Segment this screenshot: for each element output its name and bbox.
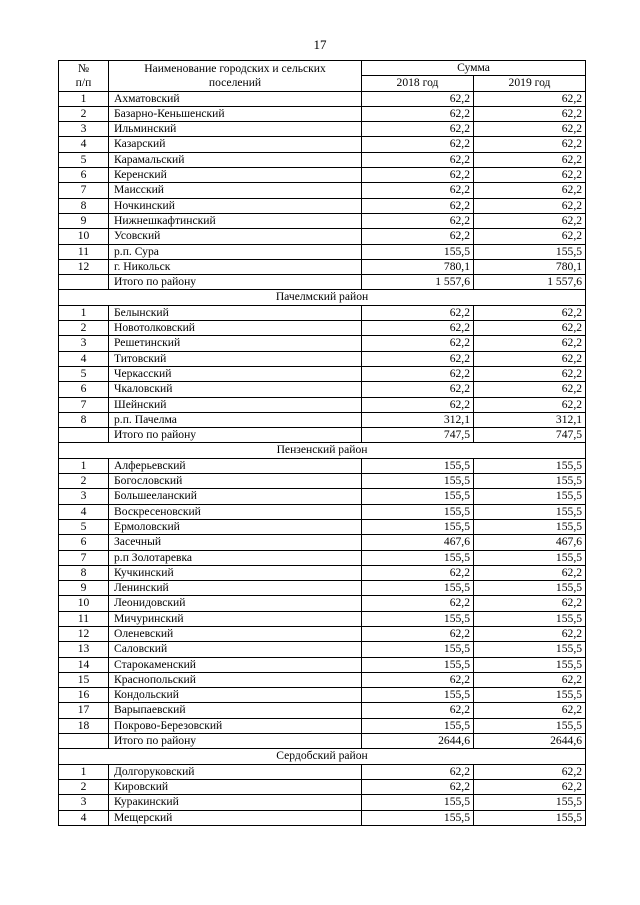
amount-2018: 62,2 bbox=[362, 779, 474, 794]
settlement-name: Саловский bbox=[109, 642, 362, 657]
amount-2019: 155,5 bbox=[474, 810, 586, 825]
row-number: 9 bbox=[59, 581, 109, 596]
settlement-name: Кировский bbox=[109, 779, 362, 794]
settlement-name: Новотолковский bbox=[109, 321, 362, 336]
row-number: 4 bbox=[59, 810, 109, 825]
total-label: Итого по району bbox=[109, 428, 362, 443]
settlement-name: Керенский bbox=[109, 168, 362, 183]
amount-2018: 155,5 bbox=[362, 244, 474, 259]
amount-2018: 62,2 bbox=[362, 336, 474, 351]
table-row bbox=[59, 458, 586, 473]
table-header bbox=[59, 61, 586, 92]
amount-2018: 155,5 bbox=[362, 550, 474, 565]
amount-2019: 62,2 bbox=[474, 626, 586, 641]
total-row bbox=[59, 734, 586, 749]
row-number: 16 bbox=[59, 688, 109, 703]
row-number: 13 bbox=[59, 642, 109, 657]
amount-2019: 155,5 bbox=[474, 458, 586, 473]
settlement-name: Богословский bbox=[109, 474, 362, 489]
total-2019: 1 557,6 bbox=[474, 275, 586, 290]
row-number: 5 bbox=[59, 366, 109, 381]
settlement-name: Ночкинский bbox=[109, 198, 362, 213]
row-number: 4 bbox=[59, 137, 109, 152]
row-number: 3 bbox=[59, 489, 109, 504]
amount-2019: 62,2 bbox=[474, 321, 586, 336]
settlement-name: Покрово-Березовский bbox=[109, 718, 362, 733]
settlement-name: Ильминский bbox=[109, 122, 362, 137]
row-number: 7 bbox=[59, 397, 109, 412]
header-sum: Сумма bbox=[362, 61, 586, 76]
settlement-name: Краснопольский bbox=[109, 672, 362, 687]
amount-2018: 62,2 bbox=[362, 137, 474, 152]
amount-2018: 312,1 bbox=[362, 412, 474, 427]
row-number: 12 bbox=[59, 626, 109, 641]
table-row bbox=[59, 259, 586, 274]
amount-2018: 62,2 bbox=[362, 397, 474, 412]
header-year-2019: 2019 год bbox=[474, 76, 586, 91]
row-number: 1 bbox=[59, 458, 109, 473]
settlement-name: Белынский bbox=[109, 305, 362, 320]
settlement-name: р.п. Сура bbox=[109, 244, 362, 259]
row-number: 1 bbox=[59, 305, 109, 320]
section-title: Пачелмский район bbox=[59, 290, 586, 305]
settlement-name: Куракинский bbox=[109, 795, 362, 810]
settlement-name: г. Никольск bbox=[109, 259, 362, 274]
settlement-name: Решетинский bbox=[109, 336, 362, 351]
row-number: 4 bbox=[59, 351, 109, 366]
amount-2019: 62,2 bbox=[474, 336, 586, 351]
amount-2019: 155,5 bbox=[474, 504, 586, 519]
amount-2019: 62,2 bbox=[474, 779, 586, 794]
amount-2019: 62,2 bbox=[474, 168, 586, 183]
table-row bbox=[59, 596, 586, 611]
table-row bbox=[59, 397, 586, 412]
amount-2018: 467,6 bbox=[362, 535, 474, 550]
amount-2019: 155,5 bbox=[474, 688, 586, 703]
row-number: 2 bbox=[59, 474, 109, 489]
amount-2019: 155,5 bbox=[474, 519, 586, 534]
settlement-name: Алферьевский bbox=[109, 458, 362, 473]
amount-2019: 62,2 bbox=[474, 397, 586, 412]
settlement-name: Леонидовский bbox=[109, 596, 362, 611]
settlement-name: Базарно-Кеньшенский bbox=[109, 106, 362, 121]
amount-2018: 62,2 bbox=[362, 565, 474, 580]
amount-2019: 155,5 bbox=[474, 657, 586, 672]
settlement-name: р.п Золотаревка bbox=[109, 550, 362, 565]
amount-2018: 62,2 bbox=[362, 168, 474, 183]
amount-2019: 62,2 bbox=[474, 382, 586, 397]
table-row bbox=[59, 412, 586, 427]
table-row bbox=[59, 305, 586, 320]
table-row bbox=[59, 168, 586, 183]
settlement-name: Маисский bbox=[109, 183, 362, 198]
amount-2018: 155,5 bbox=[362, 642, 474, 657]
total-number-cell bbox=[59, 275, 109, 290]
amount-2019: 62,2 bbox=[474, 305, 586, 320]
amount-2019: 62,2 bbox=[474, 183, 586, 198]
amount-2019: 62,2 bbox=[474, 351, 586, 366]
row-number: 4 bbox=[59, 504, 109, 519]
table-row bbox=[59, 474, 586, 489]
settlement-name: Титовский bbox=[109, 351, 362, 366]
amount-2018: 62,2 bbox=[362, 106, 474, 121]
total-label: Итого по району bbox=[109, 275, 362, 290]
amount-2019: 62,2 bbox=[474, 565, 586, 580]
settlement-name: Мещерский bbox=[109, 810, 362, 825]
row-number: 2 bbox=[59, 321, 109, 336]
table-row bbox=[59, 672, 586, 687]
amount-2019: 62,2 bbox=[474, 152, 586, 167]
amount-2019: 62,2 bbox=[474, 91, 586, 106]
settlement-name: Старокаменский bbox=[109, 657, 362, 672]
row-number: 8 bbox=[59, 565, 109, 580]
row-number: 6 bbox=[59, 535, 109, 550]
header-name bbox=[109, 61, 362, 92]
amount-2019: 62,2 bbox=[474, 229, 586, 244]
amount-2018: 62,2 bbox=[362, 596, 474, 611]
amount-2018: 155,5 bbox=[362, 458, 474, 473]
header-number-line2: п/п bbox=[75, 75, 92, 89]
table-row bbox=[59, 581, 586, 596]
row-number: 11 bbox=[59, 244, 109, 259]
amount-2019: 155,5 bbox=[474, 611, 586, 626]
total-2018: 1 557,6 bbox=[362, 275, 474, 290]
amount-2018: 62,2 bbox=[362, 122, 474, 137]
header-number bbox=[59, 61, 109, 92]
row-number: 12 bbox=[59, 259, 109, 274]
amount-2019: 62,2 bbox=[474, 106, 586, 121]
amount-2019: 312,1 bbox=[474, 412, 586, 427]
table-row bbox=[59, 183, 586, 198]
settlement-name: Чкаловский bbox=[109, 382, 362, 397]
settlement-name: Кондольский bbox=[109, 688, 362, 703]
total-row bbox=[59, 275, 586, 290]
table-row bbox=[59, 91, 586, 106]
settlement-name: Варыпаевский bbox=[109, 703, 362, 718]
table-row bbox=[59, 688, 586, 703]
settlement-name: Мичуринский bbox=[109, 611, 362, 626]
table-row bbox=[59, 122, 586, 137]
settlement-name: Кучкинский bbox=[109, 565, 362, 580]
row-number: 10 bbox=[59, 596, 109, 611]
total-row bbox=[59, 428, 586, 443]
page-number: 17 bbox=[313, 37, 327, 52]
table-row bbox=[59, 550, 586, 565]
row-number: 8 bbox=[59, 198, 109, 213]
table-row bbox=[59, 489, 586, 504]
row-number: 15 bbox=[59, 672, 109, 687]
table-row bbox=[59, 795, 586, 810]
section-header-row bbox=[59, 443, 586, 458]
amount-2018: 62,2 bbox=[362, 152, 474, 167]
total-number-cell bbox=[59, 428, 109, 443]
amount-2018: 155,5 bbox=[362, 718, 474, 733]
header-year-2018: 2018 год bbox=[362, 76, 474, 91]
total-2019: 747,5 bbox=[474, 428, 586, 443]
amount-2018: 62,2 bbox=[362, 91, 474, 106]
row-number: 3 bbox=[59, 122, 109, 137]
amount-2019: 155,5 bbox=[474, 581, 586, 596]
amount-2019: 155,5 bbox=[474, 642, 586, 657]
row-number: 17 bbox=[59, 703, 109, 718]
amount-2018: 62,2 bbox=[362, 305, 474, 320]
row-number: 10 bbox=[59, 229, 109, 244]
table-row bbox=[59, 657, 586, 672]
amount-2018: 155,5 bbox=[362, 810, 474, 825]
amount-2018: 62,2 bbox=[362, 626, 474, 641]
amount-2018: 62,2 bbox=[362, 198, 474, 213]
table-row bbox=[59, 137, 586, 152]
amount-2018: 155,5 bbox=[362, 504, 474, 519]
amount-2019: 62,2 bbox=[474, 596, 586, 611]
row-number: 6 bbox=[59, 382, 109, 397]
header-number-line1: № bbox=[77, 61, 90, 75]
amount-2019: 155,5 bbox=[474, 489, 586, 504]
table-row bbox=[59, 779, 586, 794]
settlement-name: Большееланский bbox=[109, 489, 362, 504]
settlement-name: Оленевский bbox=[109, 626, 362, 641]
table-row bbox=[59, 321, 586, 336]
settlement-name: Ахматовский bbox=[109, 91, 362, 106]
row-number: 7 bbox=[59, 550, 109, 565]
settlement-name: Карамальский bbox=[109, 152, 362, 167]
row-number: 3 bbox=[59, 795, 109, 810]
amount-2018: 155,5 bbox=[362, 519, 474, 534]
amount-2019: 62,2 bbox=[474, 703, 586, 718]
amount-2019: 467,6 bbox=[474, 535, 586, 550]
settlement-name: Воскресеновский bbox=[109, 504, 362, 519]
row-number: 9 bbox=[59, 213, 109, 228]
amount-2018: 155,5 bbox=[362, 611, 474, 626]
amount-2018: 62,2 bbox=[362, 351, 474, 366]
amount-2018: 62,2 bbox=[362, 321, 474, 336]
total-number-cell bbox=[59, 734, 109, 749]
table-row bbox=[59, 703, 586, 718]
amount-2019: 155,5 bbox=[474, 718, 586, 733]
amount-2018: 62,2 bbox=[362, 213, 474, 228]
settlements-table bbox=[58, 60, 586, 826]
settlement-name: Шейнский bbox=[109, 397, 362, 412]
table-row bbox=[59, 565, 586, 580]
table-row bbox=[59, 366, 586, 381]
amount-2018: 155,5 bbox=[362, 581, 474, 596]
total-label: Итого по району bbox=[109, 734, 362, 749]
amount-2019: 62,2 bbox=[474, 672, 586, 687]
table-row bbox=[59, 213, 586, 228]
table-row bbox=[59, 336, 586, 351]
settlement-name: Усовский bbox=[109, 229, 362, 244]
row-number: 18 bbox=[59, 718, 109, 733]
table-row bbox=[59, 229, 586, 244]
settlement-name: Ленинский bbox=[109, 581, 362, 596]
row-number: 11 bbox=[59, 611, 109, 626]
amount-2019: 62,2 bbox=[474, 366, 586, 381]
amount-2018: 780,1 bbox=[362, 259, 474, 274]
amount-2018: 62,2 bbox=[362, 764, 474, 779]
amount-2019: 62,2 bbox=[474, 137, 586, 152]
settlement-name: Ермоловский bbox=[109, 519, 362, 534]
amount-2018: 62,2 bbox=[362, 703, 474, 718]
table-row bbox=[59, 810, 586, 825]
table-row bbox=[59, 198, 586, 213]
amount-2018: 62,2 bbox=[362, 382, 474, 397]
table-row bbox=[59, 611, 586, 626]
table-row bbox=[59, 519, 586, 534]
section-header-row bbox=[59, 290, 586, 305]
row-number: 1 bbox=[59, 764, 109, 779]
table-row bbox=[59, 152, 586, 167]
table-row bbox=[59, 106, 586, 121]
total-2018: 747,5 bbox=[362, 428, 474, 443]
table-row bbox=[59, 626, 586, 641]
amount-2019: 155,5 bbox=[474, 244, 586, 259]
amount-2019: 62,2 bbox=[474, 764, 586, 779]
section-title: Сердобский район bbox=[59, 749, 586, 764]
table-row bbox=[59, 504, 586, 519]
amount-2019: 62,2 bbox=[474, 122, 586, 137]
row-number: 6 bbox=[59, 168, 109, 183]
settlement-name: Нижнешкафтинский bbox=[109, 213, 362, 228]
settlement-name: Засечный bbox=[109, 535, 362, 550]
header-name-line2: поселений bbox=[208, 75, 262, 89]
table-body bbox=[59, 91, 586, 825]
row-number: 5 bbox=[59, 519, 109, 534]
section-header-row bbox=[59, 749, 586, 764]
table-row bbox=[59, 244, 586, 259]
amount-2019: 62,2 bbox=[474, 198, 586, 213]
amount-2018: 62,2 bbox=[362, 229, 474, 244]
settlement-name: Черкасский bbox=[109, 366, 362, 381]
amount-2019: 155,5 bbox=[474, 474, 586, 489]
amount-2018: 62,2 bbox=[362, 183, 474, 198]
amount-2018: 155,5 bbox=[362, 657, 474, 672]
row-number: 14 bbox=[59, 657, 109, 672]
amount-2019: 780,1 bbox=[474, 259, 586, 274]
amount-2018: 155,5 bbox=[362, 795, 474, 810]
amount-2019: 155,5 bbox=[474, 795, 586, 810]
table-row bbox=[59, 642, 586, 657]
row-number: 1 bbox=[59, 91, 109, 106]
amount-2018: 155,5 bbox=[362, 474, 474, 489]
row-number: 5 bbox=[59, 152, 109, 167]
amount-2019: 62,2 bbox=[474, 213, 586, 228]
row-number: 7 bbox=[59, 183, 109, 198]
section-title: Пензенский район bbox=[59, 443, 586, 458]
amount-2018: 155,5 bbox=[362, 489, 474, 504]
row-number: 3 bbox=[59, 336, 109, 351]
table-row bbox=[59, 351, 586, 366]
settlement-name: Казарский bbox=[109, 137, 362, 152]
table-row bbox=[59, 535, 586, 550]
row-number: 2 bbox=[59, 779, 109, 794]
amount-2018: 62,2 bbox=[362, 366, 474, 381]
amount-2018: 155,5 bbox=[362, 688, 474, 703]
row-number: 8 bbox=[59, 412, 109, 427]
amount-2018: 62,2 bbox=[362, 672, 474, 687]
total-2018: 2644,6 bbox=[362, 734, 474, 749]
table-row bbox=[59, 764, 586, 779]
settlement-name: Долгоруковский bbox=[109, 764, 362, 779]
table-row bbox=[59, 718, 586, 733]
total-2019: 2644,6 bbox=[474, 734, 586, 749]
header-name-line1: Наименование городских и сельских bbox=[144, 61, 326, 75]
settlement-name: р.п. Пачелма bbox=[109, 412, 362, 427]
row-number: 2 bbox=[59, 106, 109, 121]
table-row bbox=[59, 382, 586, 397]
amount-2019: 155,5 bbox=[474, 550, 586, 565]
